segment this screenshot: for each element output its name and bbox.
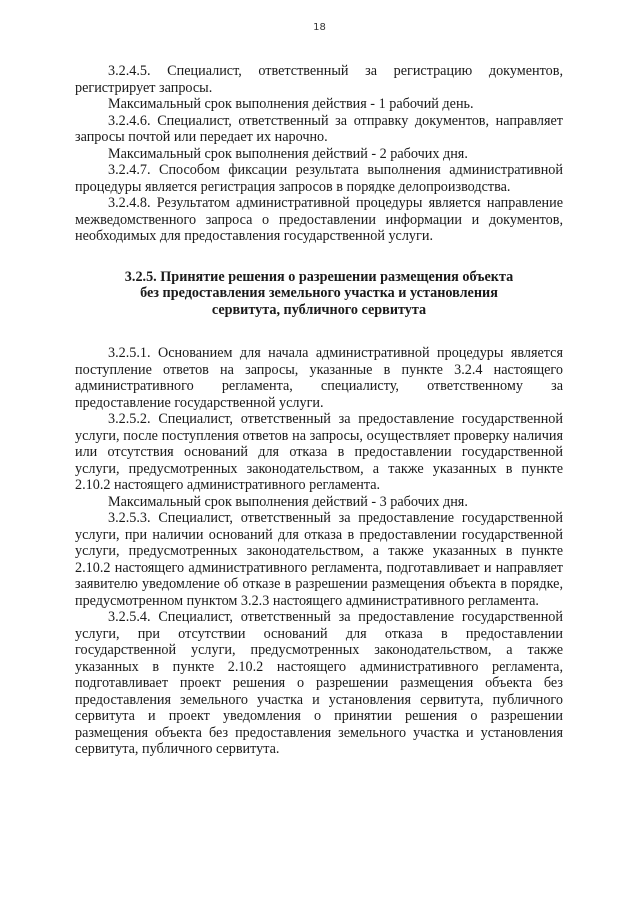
heading-line: без предоставления земельного участка и установления (140, 285, 498, 301)
paragraph-deadline-3-days: Максимальный срок выполнения действий - 3 рабочих дня. (108, 493, 468, 510)
paragraph-3-2-4-6: 3.2.4.6. Специалист, ответственный за отправку документов, направляет запросы почтой или передает их нарочно. (75, 112, 563, 145)
paragraph-3-2-4-7: 3.2.4.7. Способом фиксации результата выполнения административной процедуры является регистрация запросов в порядке делопроизводства. (75, 162, 563, 195)
paragraph-3-2-5-1: 3.2.5.1. Основанием для начала административной процедуры является поступление ответов на запросы, указанные в пункте 3.2.4 настоящего административного регламента, специалисту, ответственному за предоставление государственной услуги. (75, 345, 563, 411)
paragraph-deadline-1-day: Максимальный срок выполнения действия - 1 рабочий день. (108, 96, 474, 112)
paragraph-3-2-5-3: 3.2.5.3. Специалист, ответственный за предоставление государственной услуги, при наличии оснований для отказа в предоставлении государственной услуги, предусмотренных законодательством, а также указанных в пункте 2.10.2 настоящего административного регламента, подготавливает и направляет заявителю уведомление об отказе в разрешении размещения объекта в порядке, предусмотренном пунктом 3.2.3 настоящего административного регламента. (75, 510, 563, 609)
paragraph-3-2-4-8: 3.2.4.8. Результатом административной процедуры является направление межведомственного запроса о предоставлении информации и документов, необходимых для предоставления государственной услуги. (75, 195, 563, 244)
page-number: 18 (313, 22, 326, 33)
paragraph-deadline-2-days: Максимальный срок выполнения действий - 2 рабочих дня. (108, 145, 468, 162)
document-body (75, 63, 563, 758)
paragraph-3-2-4-5: 3.2.4.5. Специалист, ответственный за регистрацию документов, регистрирует запросы. (75, 63, 563, 96)
heading-line: 3.2.5. Принятие решения о разрешении размещения объекта (124, 268, 514, 285)
section-heading-3-2-5 (75, 269, 563, 319)
paragraph-3-2-5-2: 3.2.5.2. Специалист, ответственный за предоставление государственной услуги, после поступления ответов на запросы, осуществляет проверку наличия или отсутствия оснований для отказа в предоставлении государственной услуги, предусмотренных законодательством, а также указанных в пункте 2.10.2 настоящего административного регламента. (75, 411, 563, 493)
paragraph-3-2-5-4: 3.2.5.4. Специалист, ответственный за предоставление государственной услуги, при отсутствии оснований для отказа в предоставлении государственной услуги, предусмотренных законодательством, а также указанных в пункте 2.10.2 настоящего административного регламента, подготавливает проект решения о разрешении размещения объекта без предоставления земельного участка и установления сервитута, публичного сервитута и проект уведомления о принятии решения о разрешении размещения объекта без предоставления земельного участка и установления сервитута, публичного сервитута. (75, 609, 563, 757)
heading-line: сервитута, публичного сервитута (211, 301, 427, 318)
